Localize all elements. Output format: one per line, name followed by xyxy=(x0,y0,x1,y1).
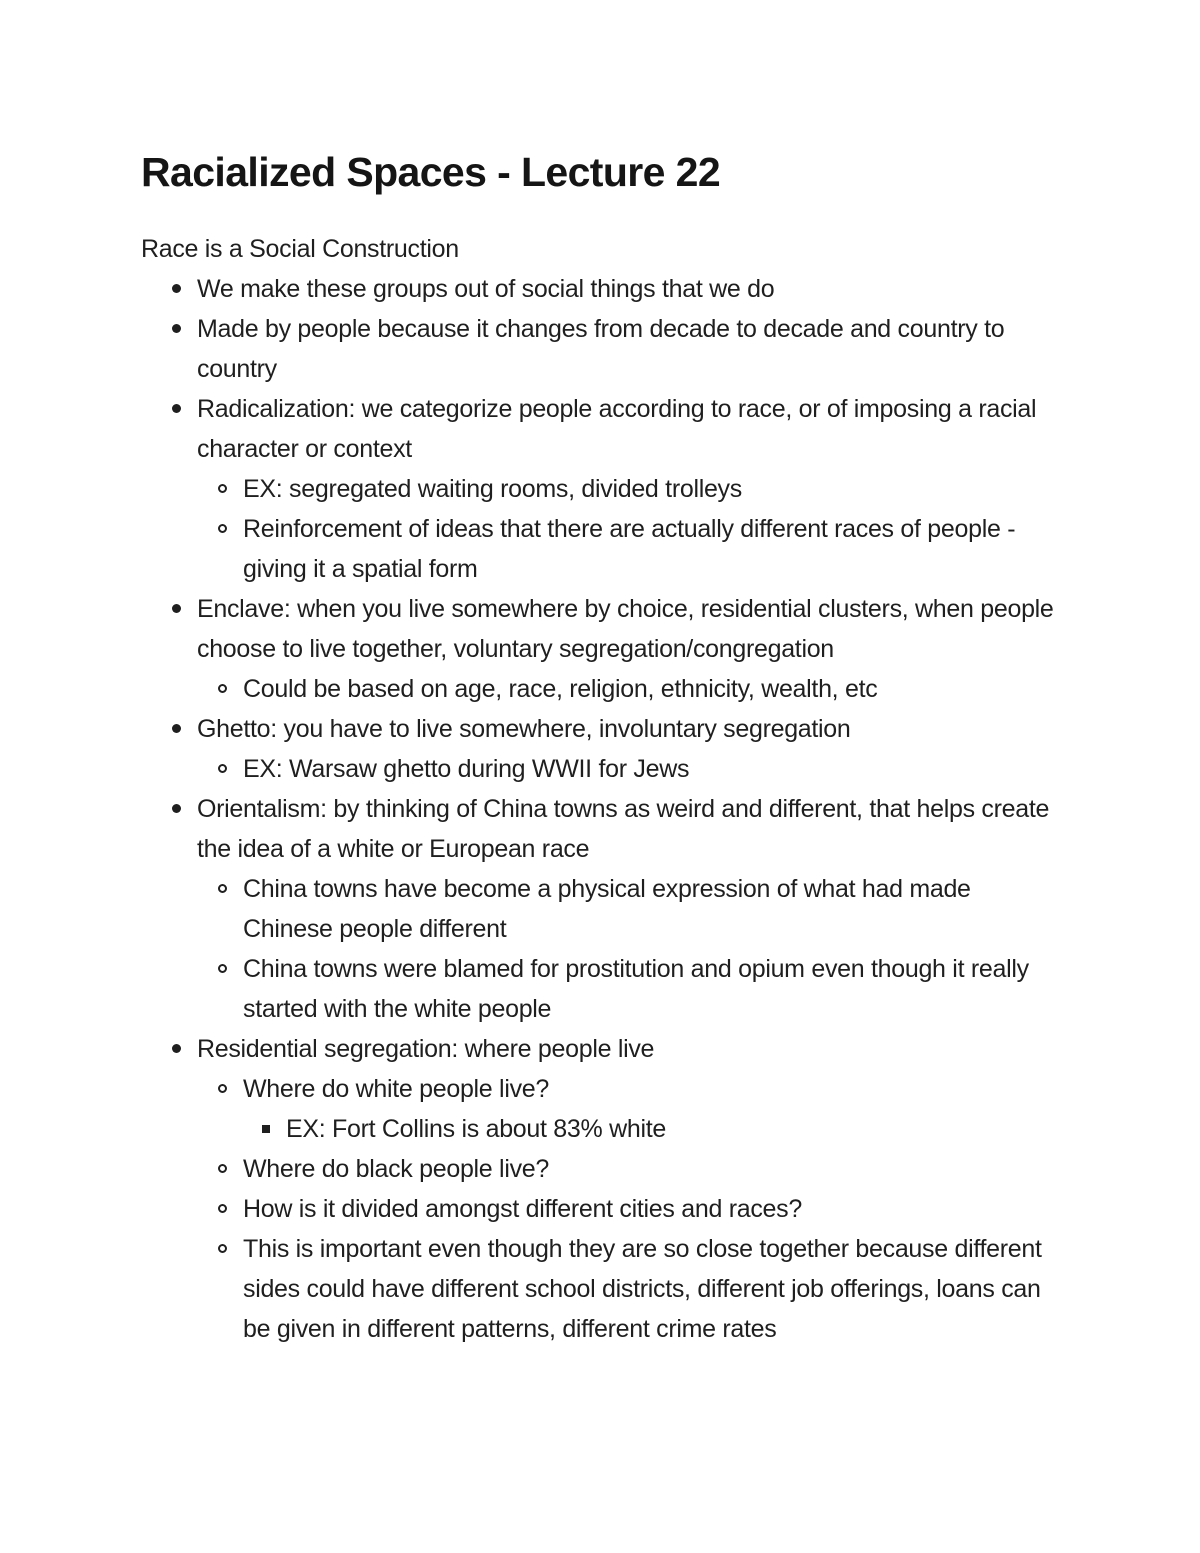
list-item-text: Where do black people live? xyxy=(243,1155,549,1183)
list-item-text: Ghetto: you have to live somewhere, involuntary segregation xyxy=(197,715,851,743)
sub-list-item xyxy=(141,1229,1061,1349)
sub-sub-list-item xyxy=(141,1109,1061,1149)
bullet-circle-icon xyxy=(218,684,227,693)
list-item-text: Where do white people live? xyxy=(243,1075,549,1103)
bullet-dot-icon xyxy=(172,1044,181,1053)
list-item-text: Made by people because it changes from decade to decade and country to country xyxy=(197,315,1005,383)
list-item xyxy=(141,789,1061,869)
bullet-circle-icon xyxy=(218,764,227,773)
page-title: Racialized Spaces - Lecture 22 xyxy=(141,149,721,195)
sub-list-item xyxy=(141,949,1061,1029)
sub-list-item xyxy=(141,509,1061,589)
bullet-circle-icon xyxy=(218,1204,227,1213)
list-item xyxy=(141,1029,1061,1069)
sub-list-item xyxy=(141,1069,1061,1109)
sub-list-item xyxy=(141,1189,1061,1229)
sub-list-item xyxy=(141,869,1061,949)
list-item-text: Radicalization: we categorize people according to race, or of imposing a racial character or context xyxy=(197,395,1037,463)
list-item-text: Reinforcement of ideas that there are actually different races of people - giving it a spatial form xyxy=(243,515,1016,583)
section-heading: Race is a Social Construction xyxy=(141,235,459,263)
list-item xyxy=(141,709,1061,749)
bullet-circle-icon xyxy=(218,1084,227,1093)
list-item-text: Residential segregation: where people live xyxy=(197,1035,655,1063)
bullet-dot-icon xyxy=(172,284,181,293)
list-item-text: Could be based on age, race, religion, ethnicity, wealth, etc xyxy=(243,675,878,703)
bullet-circle-icon xyxy=(218,884,227,893)
bullet-circle-icon xyxy=(218,524,227,533)
bullet-dot-icon xyxy=(172,804,181,813)
notes-list xyxy=(141,269,1061,1349)
list-item-text: Orientalism: by thinking of China towns as weird and different, that helps create the idea of a white or European race xyxy=(197,795,1050,863)
list-item xyxy=(141,269,1061,309)
list-item-text: EX: Warsaw ghetto during WWII for Jews xyxy=(243,755,690,783)
list-item-text: China towns have become a physical expression of what had made Chinese people different xyxy=(243,875,971,943)
bullet-circle-icon xyxy=(218,964,227,973)
list-item-text: EX: segregated waiting rooms, divided trolleys xyxy=(243,475,742,503)
notes-body xyxy=(141,229,1061,1349)
list-item xyxy=(141,589,1061,669)
sub-list-item xyxy=(141,469,1061,509)
sub-list-item xyxy=(141,669,1061,709)
bullet-dot-icon xyxy=(172,404,181,413)
bullet-dot-icon xyxy=(172,604,181,613)
bullet-dot-icon xyxy=(172,324,181,333)
list-item-text: How is it divided amongst different cities and races? xyxy=(243,1195,802,1223)
list-item-text: This is important even though they are so close together because different sides could have different school districts, different job offerings, loans can be given in different patterns, different crime rates xyxy=(243,1235,1042,1343)
sub-list-item xyxy=(141,749,1061,789)
list-item-text: EX: Fort Collins is about 83% white xyxy=(286,1115,666,1143)
bullet-square-icon xyxy=(262,1125,270,1133)
bullet-dot-icon xyxy=(172,724,181,733)
list-item-text: Enclave: when you live somewhere by choice, residential clusters, when people choose to live together, voluntary segregation/congregation xyxy=(197,595,1054,663)
list-item xyxy=(141,389,1061,469)
sub-list-item xyxy=(141,1149,1061,1189)
list-item-text: China towns were blamed for prostitution and opium even though it really started with the white people xyxy=(243,955,1029,1023)
bullet-circle-icon xyxy=(218,1244,227,1253)
list-item-text: We make these groups out of social things that we do xyxy=(197,275,775,303)
list-item xyxy=(141,309,1061,389)
bullet-circle-icon xyxy=(218,484,227,493)
bullet-circle-icon xyxy=(218,1164,227,1173)
